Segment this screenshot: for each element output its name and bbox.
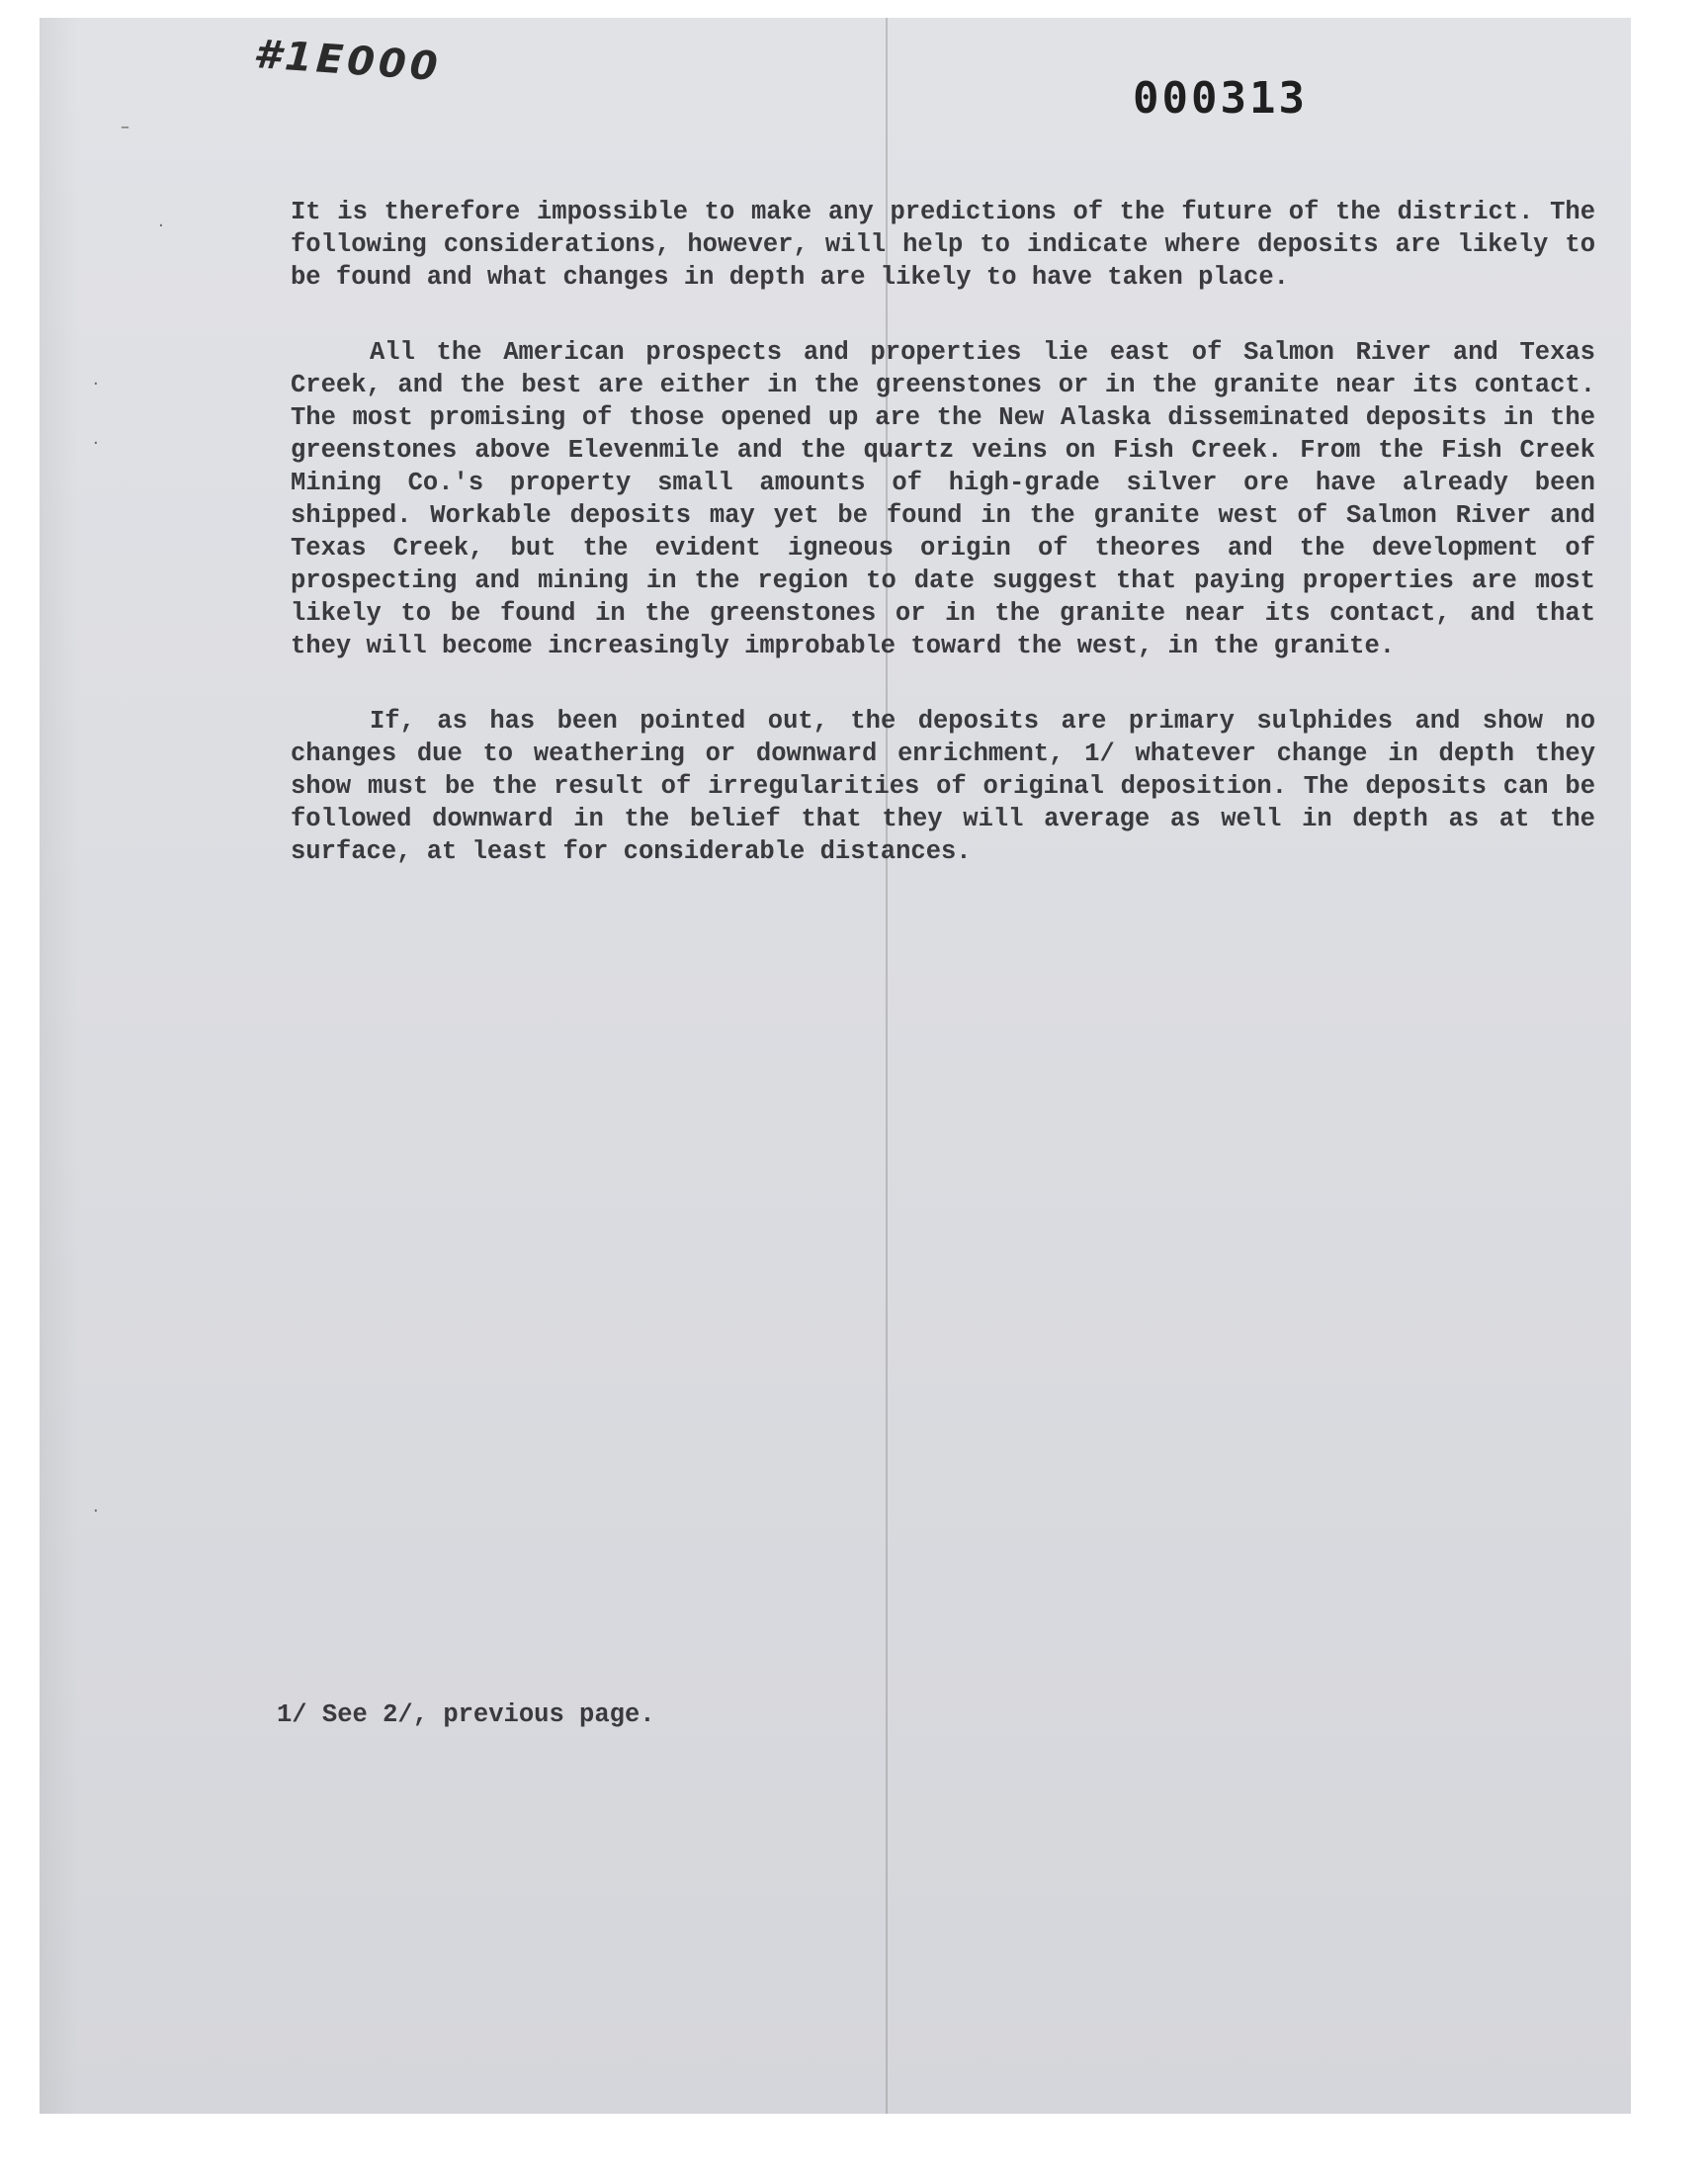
scan-mark: · (93, 374, 99, 394)
paragraph-3: If, as has been pointed out, the deposits are primary sulphides and show no changes due to weathering or downward enrichment, 1/ whatever change in depth they show must be the result of irregularities of original deposition. The deposits can be followed downward in the belief that they will average as well in depth as at the surface, at least for considerable distances. (291, 707, 1595, 866)
scan-mark: – (121, 117, 129, 137)
page-number: 000313 (1133, 73, 1308, 124)
paragraph-1: It is therefore impossible to make any predictions of the future of the district. The following considerations, however, will help to indicate where deposits are likely to be found and what changes in depth are likely to have taken place. (291, 198, 1595, 292)
document-page (40, 18, 1631, 2114)
scan-mark: · (158, 216, 164, 236)
footnote: 1/ See 2/, previous page. (277, 1700, 655, 1729)
scan-mark: · (93, 1501, 99, 1522)
body-text (291, 196, 1595, 911)
handwritten-id: #1E000 (251, 32, 444, 91)
paragraph-2: All the American prospects and properties lie east of Salmon River and Texas Creek, and the best are either in the greenstones or in the granite near its contact. The most promising of those opened up are the New Alaska disseminated deposits in the greenstones above Elevenmile and the quartz veins on Fish Creek. From the Fish Creek Mining Co.'s property small amounts of high-grade silver ore have already been shipped. Workable deposits may yet be found in the granite west of Salmon River and Texas Creek, but the evident igneous origin of theores and the development of prospecting and mining in the region to date suggest that paying properties are most likely to be found in the greenstones or in the granite near its contact, and that they will become increasingly improbable toward the west, in the granite. (291, 338, 1595, 660)
scan-mark: · (93, 433, 99, 454)
